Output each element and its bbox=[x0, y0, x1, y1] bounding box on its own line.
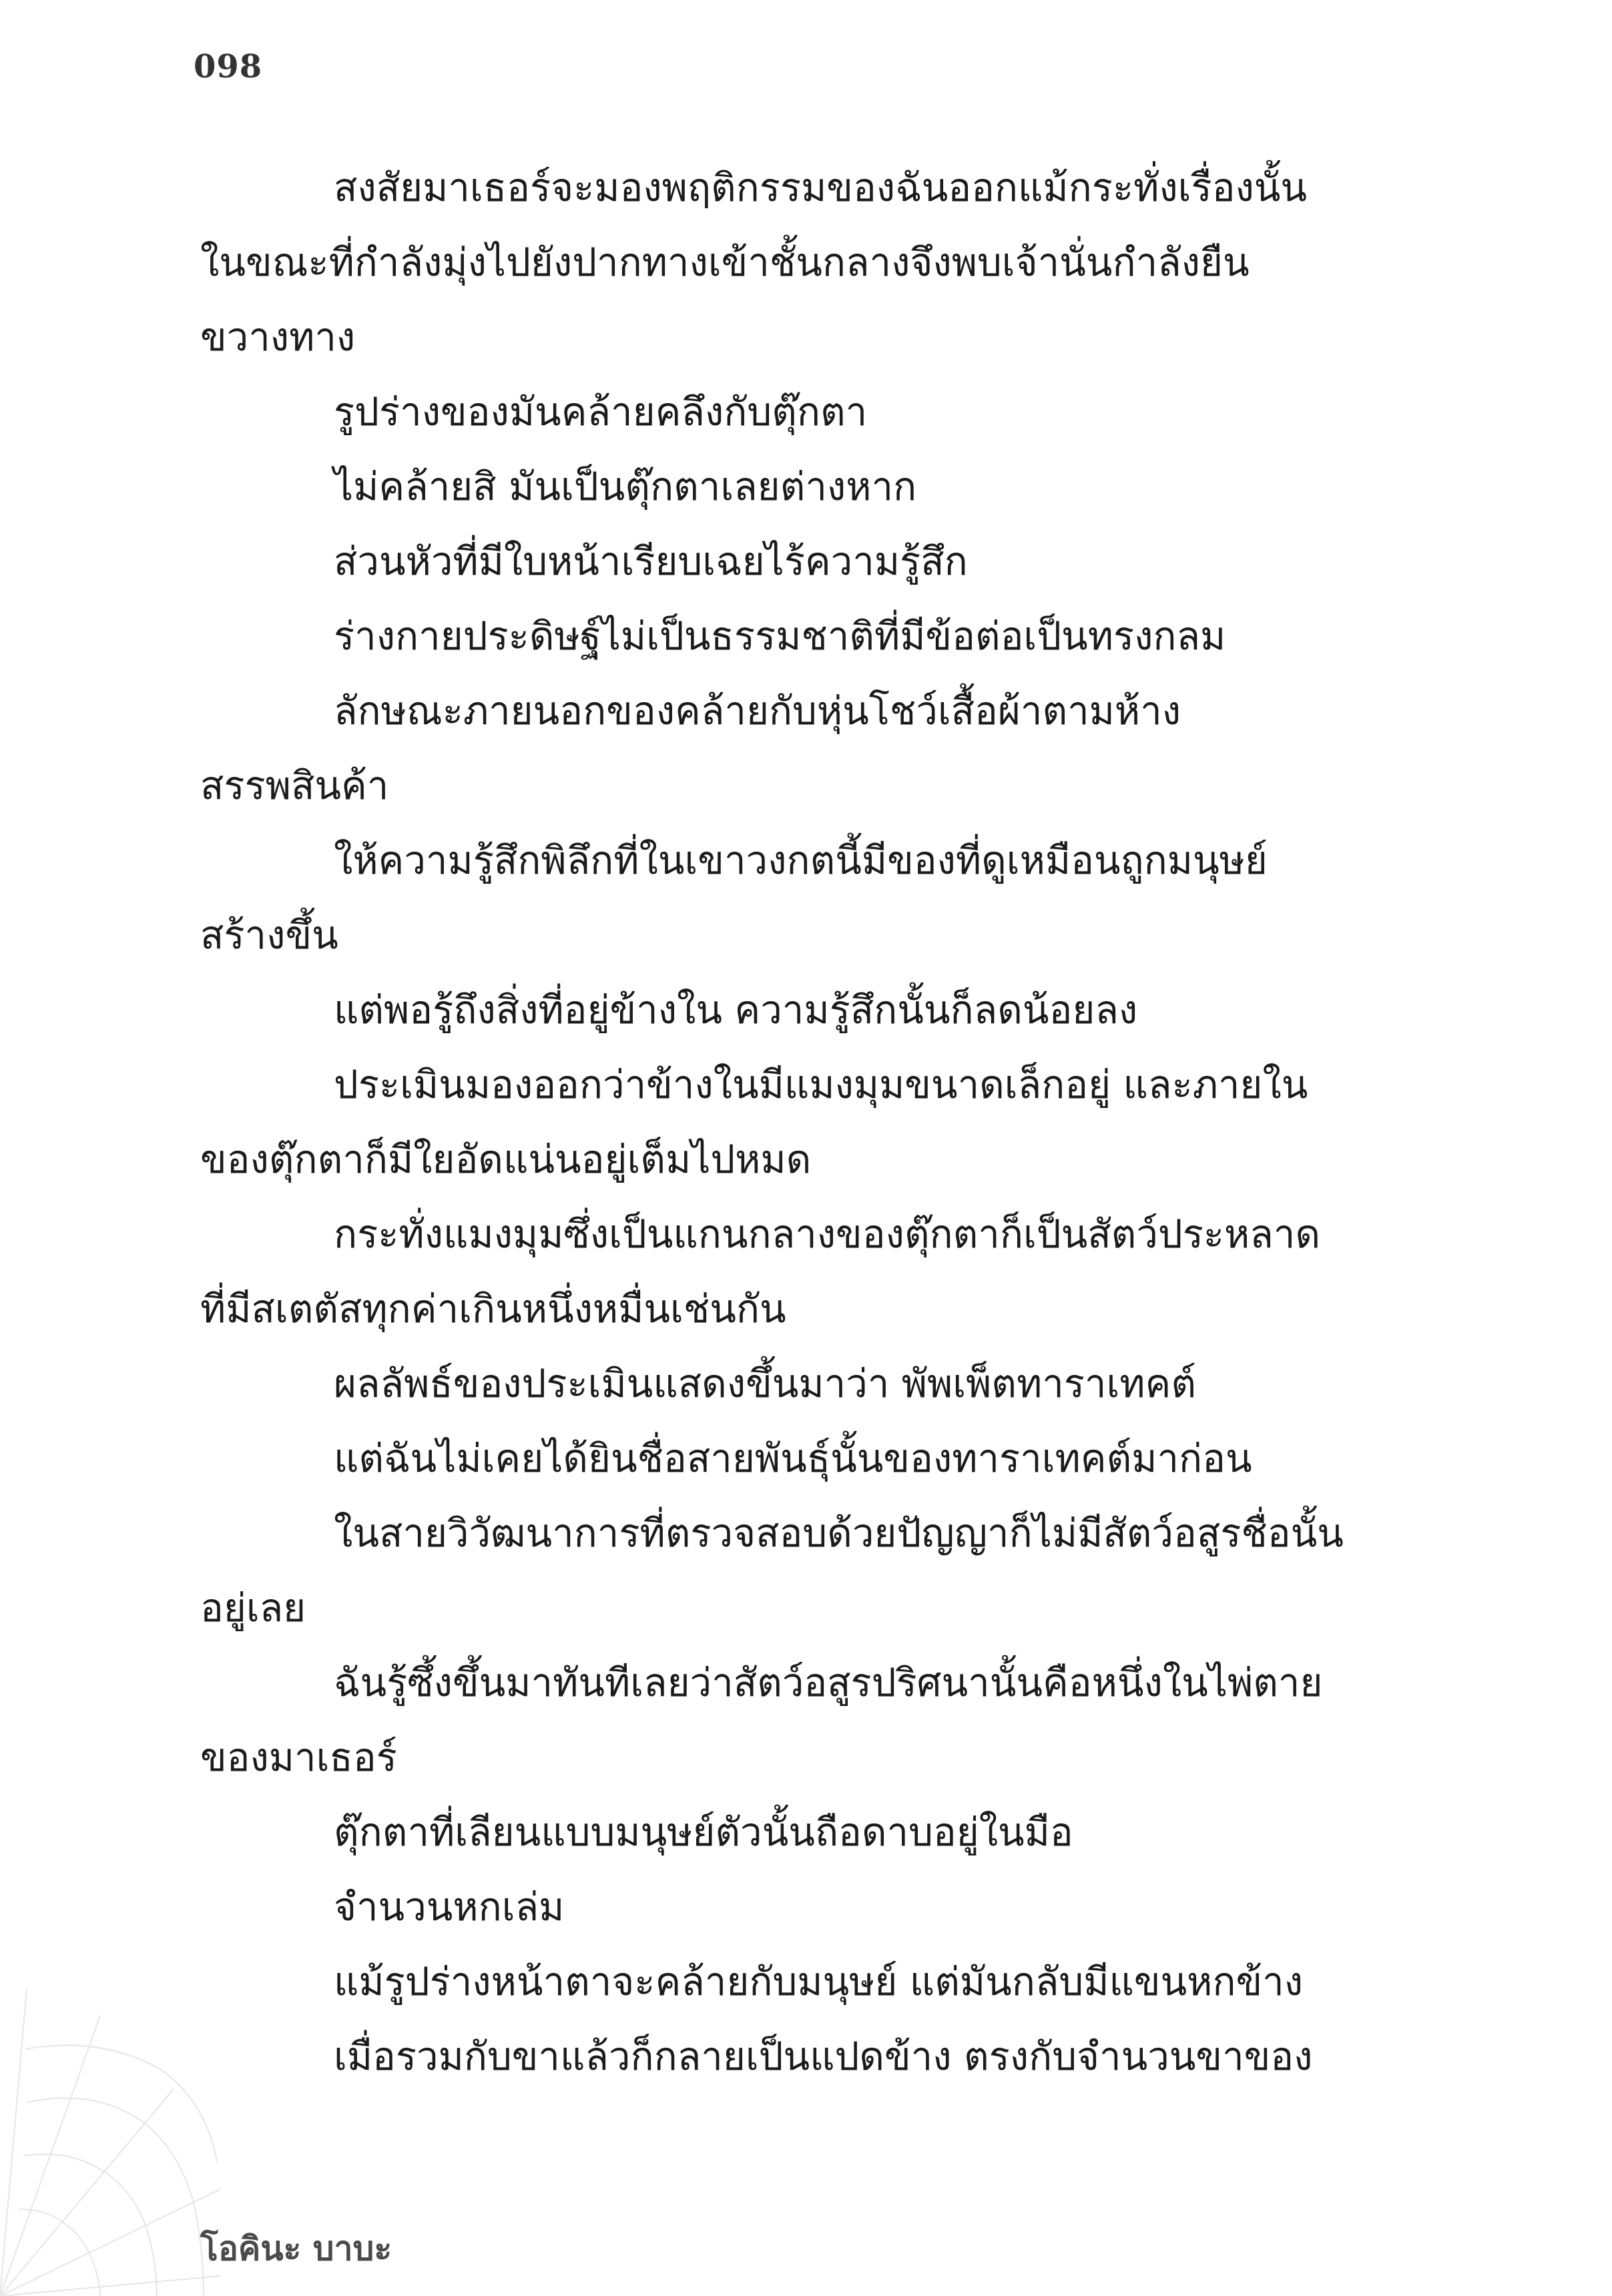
text-line: แต่ฉันไม่เคยได้ยินชื่อสายพันธุ์นั้นของทาราเทคต์มาก่อน bbox=[334, 1436, 1252, 1481]
text-line: เมื่อรวมกับขาแล้วก็กลายเป็นแปดข้าง ตรงกับจำนวนขาของ bbox=[334, 2034, 1313, 2079]
text-line: ลักษณะภายนอกของคล้ายกับหุ่นโชว์เสื้อผ้าตามห้าง bbox=[334, 688, 1181, 734]
text-line: ที่มีสเตตัสทุกค่าเกินหนึ่งหมื่นเช่นกัน bbox=[200, 1286, 786, 1332]
text-line: กระทั่งแมงมุมซึ่งเป็นแกนกลางของตุ๊กตาก็เป็นสัตว์ประหลาด bbox=[334, 1211, 1321, 1257]
text-line: ตุ๊กตาที่เลียนแบบมนุษย์ตัวนั้นถือดาบอยู่ในมือ bbox=[334, 1809, 1073, 1855]
text-line: แม้รูปร่างหน้าตาจะคล้ายกับมนุษย์ แต่มันกลับมีแขนหกข้าง bbox=[334, 1959, 1304, 2004]
text-line: ในสายวิวัฒนาการที่ตรวจสอบด้วยปัญญาก็ไม่มีสัตว์อสูรชื่อนั้น bbox=[334, 1510, 1344, 1556]
text-line: สรรพสินค้า bbox=[200, 763, 389, 808]
text-line: จำนวนหกเล่ม bbox=[334, 1884, 565, 1930]
text-line: ของตุ๊กตาก็มีใยอัดแน่นอยู่เต็มไปหมด bbox=[200, 1137, 812, 1182]
text-line: ฉันรู้ซึ้งขึ้นมาทันทีเลยว่าสัตว์อสูรปริศนานั้นคือหนึ่งในไพ่ตาย bbox=[334, 1660, 1323, 1705]
spider-web-decoration bbox=[0, 1989, 220, 2296]
text-line: ในขณะที่กำลังมุ่งไปยังปากทางเข้าชั้นกลางจึงพบเจ้านั่นกำลังยืน bbox=[200, 240, 1250, 285]
text-line: ขวางทาง bbox=[200, 314, 356, 360]
text-line: ไม่คล้ายสิ มันเป็นตุ๊กตาเลยต่างหาก bbox=[334, 464, 917, 509]
text-line: รูปร่างของมันคล้ายคลึงกับตุ๊กตา bbox=[334, 389, 868, 435]
page-number: 098 bbox=[194, 48, 263, 85]
text-line: ประเมินมองออกว่าข้างในมีแมงมุมขนาดเล็กอยู่ และภายใน bbox=[334, 1062, 1308, 1107]
text-line: ร่างกายประดิษฐ์ไม่เป็นธรรมชาติที่มีข้อต่อเป็นทรงกลม bbox=[334, 613, 1226, 659]
text-line: สร้างขึ้น bbox=[200, 912, 338, 958]
text-line: ของมาเธอร์ bbox=[200, 1735, 397, 1780]
text-line: แต่พอรู้ถึงสิ่งที่อยู่ข้างใน ความรู้สึกนั้นก็ลดน้อยลง bbox=[334, 987, 1138, 1033]
text-line: ส่วนหัวที่มีใบหน้าเรียบเฉยไร้ความรู้สึก bbox=[334, 539, 968, 584]
text-line: ให้ความรู้สึกพิลึกที่ในเขาวงกตนี้มีของที่ดูเหมือนถูกมนุษย์ bbox=[334, 838, 1268, 883]
book-title-footer: โอคินะ บาบะ bbox=[200, 2229, 392, 2268]
text-line: ผลลัพธ์ของประเมินแสดงขึ้นมาว่า พัพเพ็ตทาราเทคต์ bbox=[334, 1361, 1197, 1406]
text-line: อยู่เลย bbox=[200, 1585, 306, 1631]
text-line: สงสัยมาเธอร์จะมองพฤติกรรมของฉันออกแม้กระทั่งเรื่องนั้น bbox=[334, 165, 1308, 210]
